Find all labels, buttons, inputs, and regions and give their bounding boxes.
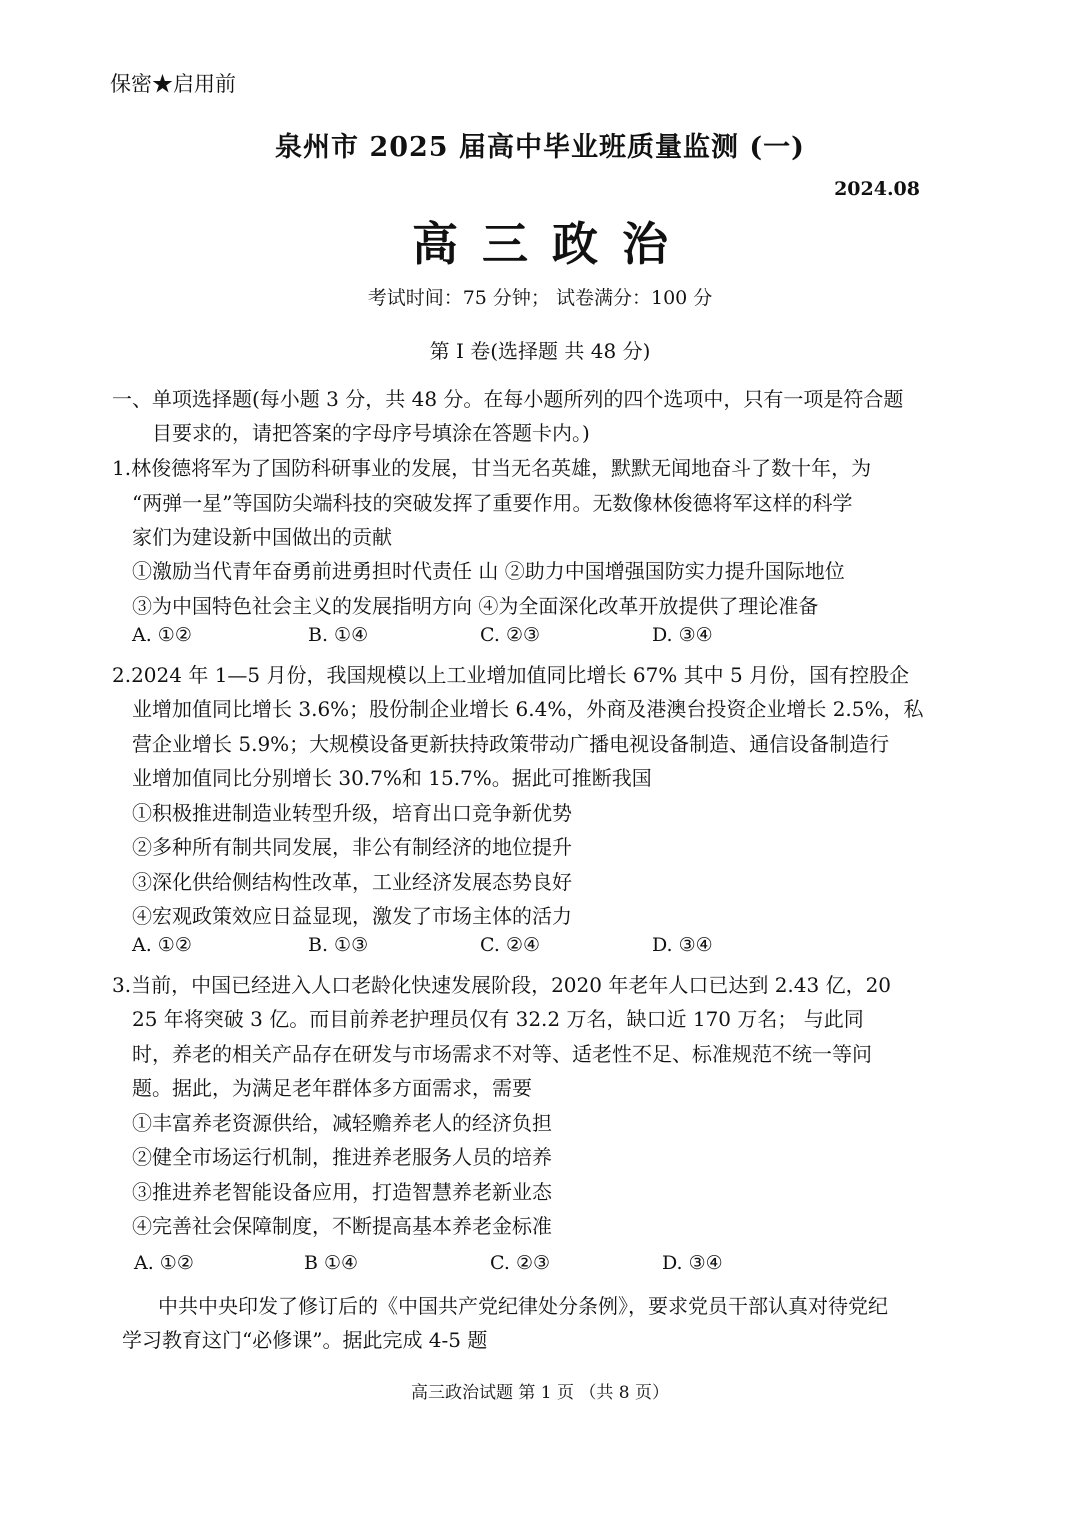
passage-line: 中共中央印发了修订后的《中国共产党纪律处分条例》，要求党员干部认真对待党纪 (158, 1294, 888, 1318)
exam-title: 泉州市 2025 届高中毕业班质量监测 (一) (275, 132, 805, 163)
answer-option: D. ③④ (652, 624, 713, 646)
question-stem-line: 2.2024 年 1—5 月份，我国规模以上工业增加值同比增长 67% 其中 5 月份，国有控股企 (112, 663, 910, 687)
answer-option: C. ②③ (480, 624, 541, 646)
question-item: ③深化供给侧结构性改革，工业经济发展态势良好 (132, 870, 572, 894)
confidential-label: 保密★启用前 (110, 72, 236, 96)
answer-option: B. ①④ (308, 624, 369, 646)
question-item: ①激励当代青年奋勇前进勇担时代责任 山 ②助力中国增强国防实力提升国际地位 (132, 559, 845, 583)
passage-line: 学习教育这门“必修课”。据此完成 4-5 题 (122, 1328, 488, 1352)
answer-option: D. ③④ (662, 1252, 723, 1274)
section-heading: 第 I 卷(选择题 共 48 分) (429, 339, 651, 363)
question-item: ④完善社会保障制度，不断提高基本养老金标准 (132, 1214, 552, 1238)
exam-date: 2024.08 (834, 178, 920, 200)
instructions-line: 一、单项选择题(每小题 3 分，共 48 分。在每小题所列的四个选项中，只有一项是符合题 (112, 387, 904, 411)
answer-option: C. ②④ (480, 934, 541, 956)
exam-meta: 考试时间：75 分钟； 试卷满分：100 分 (367, 287, 713, 309)
question-item: ②健全市场运行机制，推进养老服务人员的培养 (132, 1145, 552, 1169)
question-stem-line: 题。据此，为满足老年群体多方面需求，需要 (132, 1076, 532, 1100)
page-footer: 高三政治试题 第 1 页 （共 8 页） (410, 1383, 670, 1403)
answer-option: A. ①② (132, 934, 192, 956)
question-stem-line: 时，养老的相关产品存在研发与市场需求不对等、适老性不足、标准规范不统一等问 (132, 1042, 872, 1066)
question-stem-line: 业增加值同比分别增长 30.7%和 15.7%。据此可推断我国 (132, 766, 652, 790)
answer-option: D. ③④ (652, 934, 713, 956)
question-stem-line: 营企业增长 5.9%；大规模设备更新扶持政策带动广播电视设备制造、通信设备制造行 (132, 732, 890, 756)
question-item: ④宏观政策效应日益显现，激发了市场主体的活力 (132, 904, 572, 928)
question-item: ③推进养老智能设备应用，打造智慧养老新业态 (132, 1180, 552, 1204)
question-stem-line: 业增加值同比增长 3.6%；股份制企业增长 6.4%，外商及港澳台投资企业增长 2.5%，私 (132, 697, 924, 721)
answer-option: A. ①② (134, 1252, 194, 1274)
question-item: ②多种所有制共同发展，非公有制经济的地位提升 (132, 835, 572, 859)
answer-option: C. ②③ (490, 1252, 551, 1274)
answer-option: B ①④ (304, 1252, 359, 1274)
subject-title: 高三政治 (412, 217, 692, 271)
question-stem-line: “两弹一星”等国防尖端科技的突破发挥了重要作用。无数像林俊德将军这样的科学 (132, 491, 853, 515)
question-item: ③为中国特色社会主义的发展指明方向 ④为全面深化改革开放提供了理论准备 (132, 594, 819, 618)
question-stem-line: 25 年将突破 3 亿。而目前养老护理员仅有 32.2 万名，缺口近 170 万名； 与此同 (132, 1007, 864, 1031)
question-item: ①丰富养老资源供给，减轻赡养老人的经济负担 (132, 1111, 552, 1135)
question-stem-line: 1.林俊德将军为了国防科研事业的发展，甘当无名英雄，默默无闻地奋斗了数十年，为 (112, 456, 872, 480)
question-stem-line: 家们为建设新中国做出的贡献 (132, 525, 392, 549)
question-stem-line: 3.当前，中国已经进入人口老龄化快速发展阶段，2020 年老年人口已达到 2.43 亿，20 (112, 973, 892, 997)
instructions-line: 目要求的，请把答案的字母序号填涂在答题卡内。) (152, 421, 590, 445)
question-item: ①积极推进制造业转型升级，培育出口竞争新优势 (132, 801, 572, 825)
answer-option: B. ①③ (308, 934, 369, 956)
answer-option: A. ①② (132, 624, 192, 646)
